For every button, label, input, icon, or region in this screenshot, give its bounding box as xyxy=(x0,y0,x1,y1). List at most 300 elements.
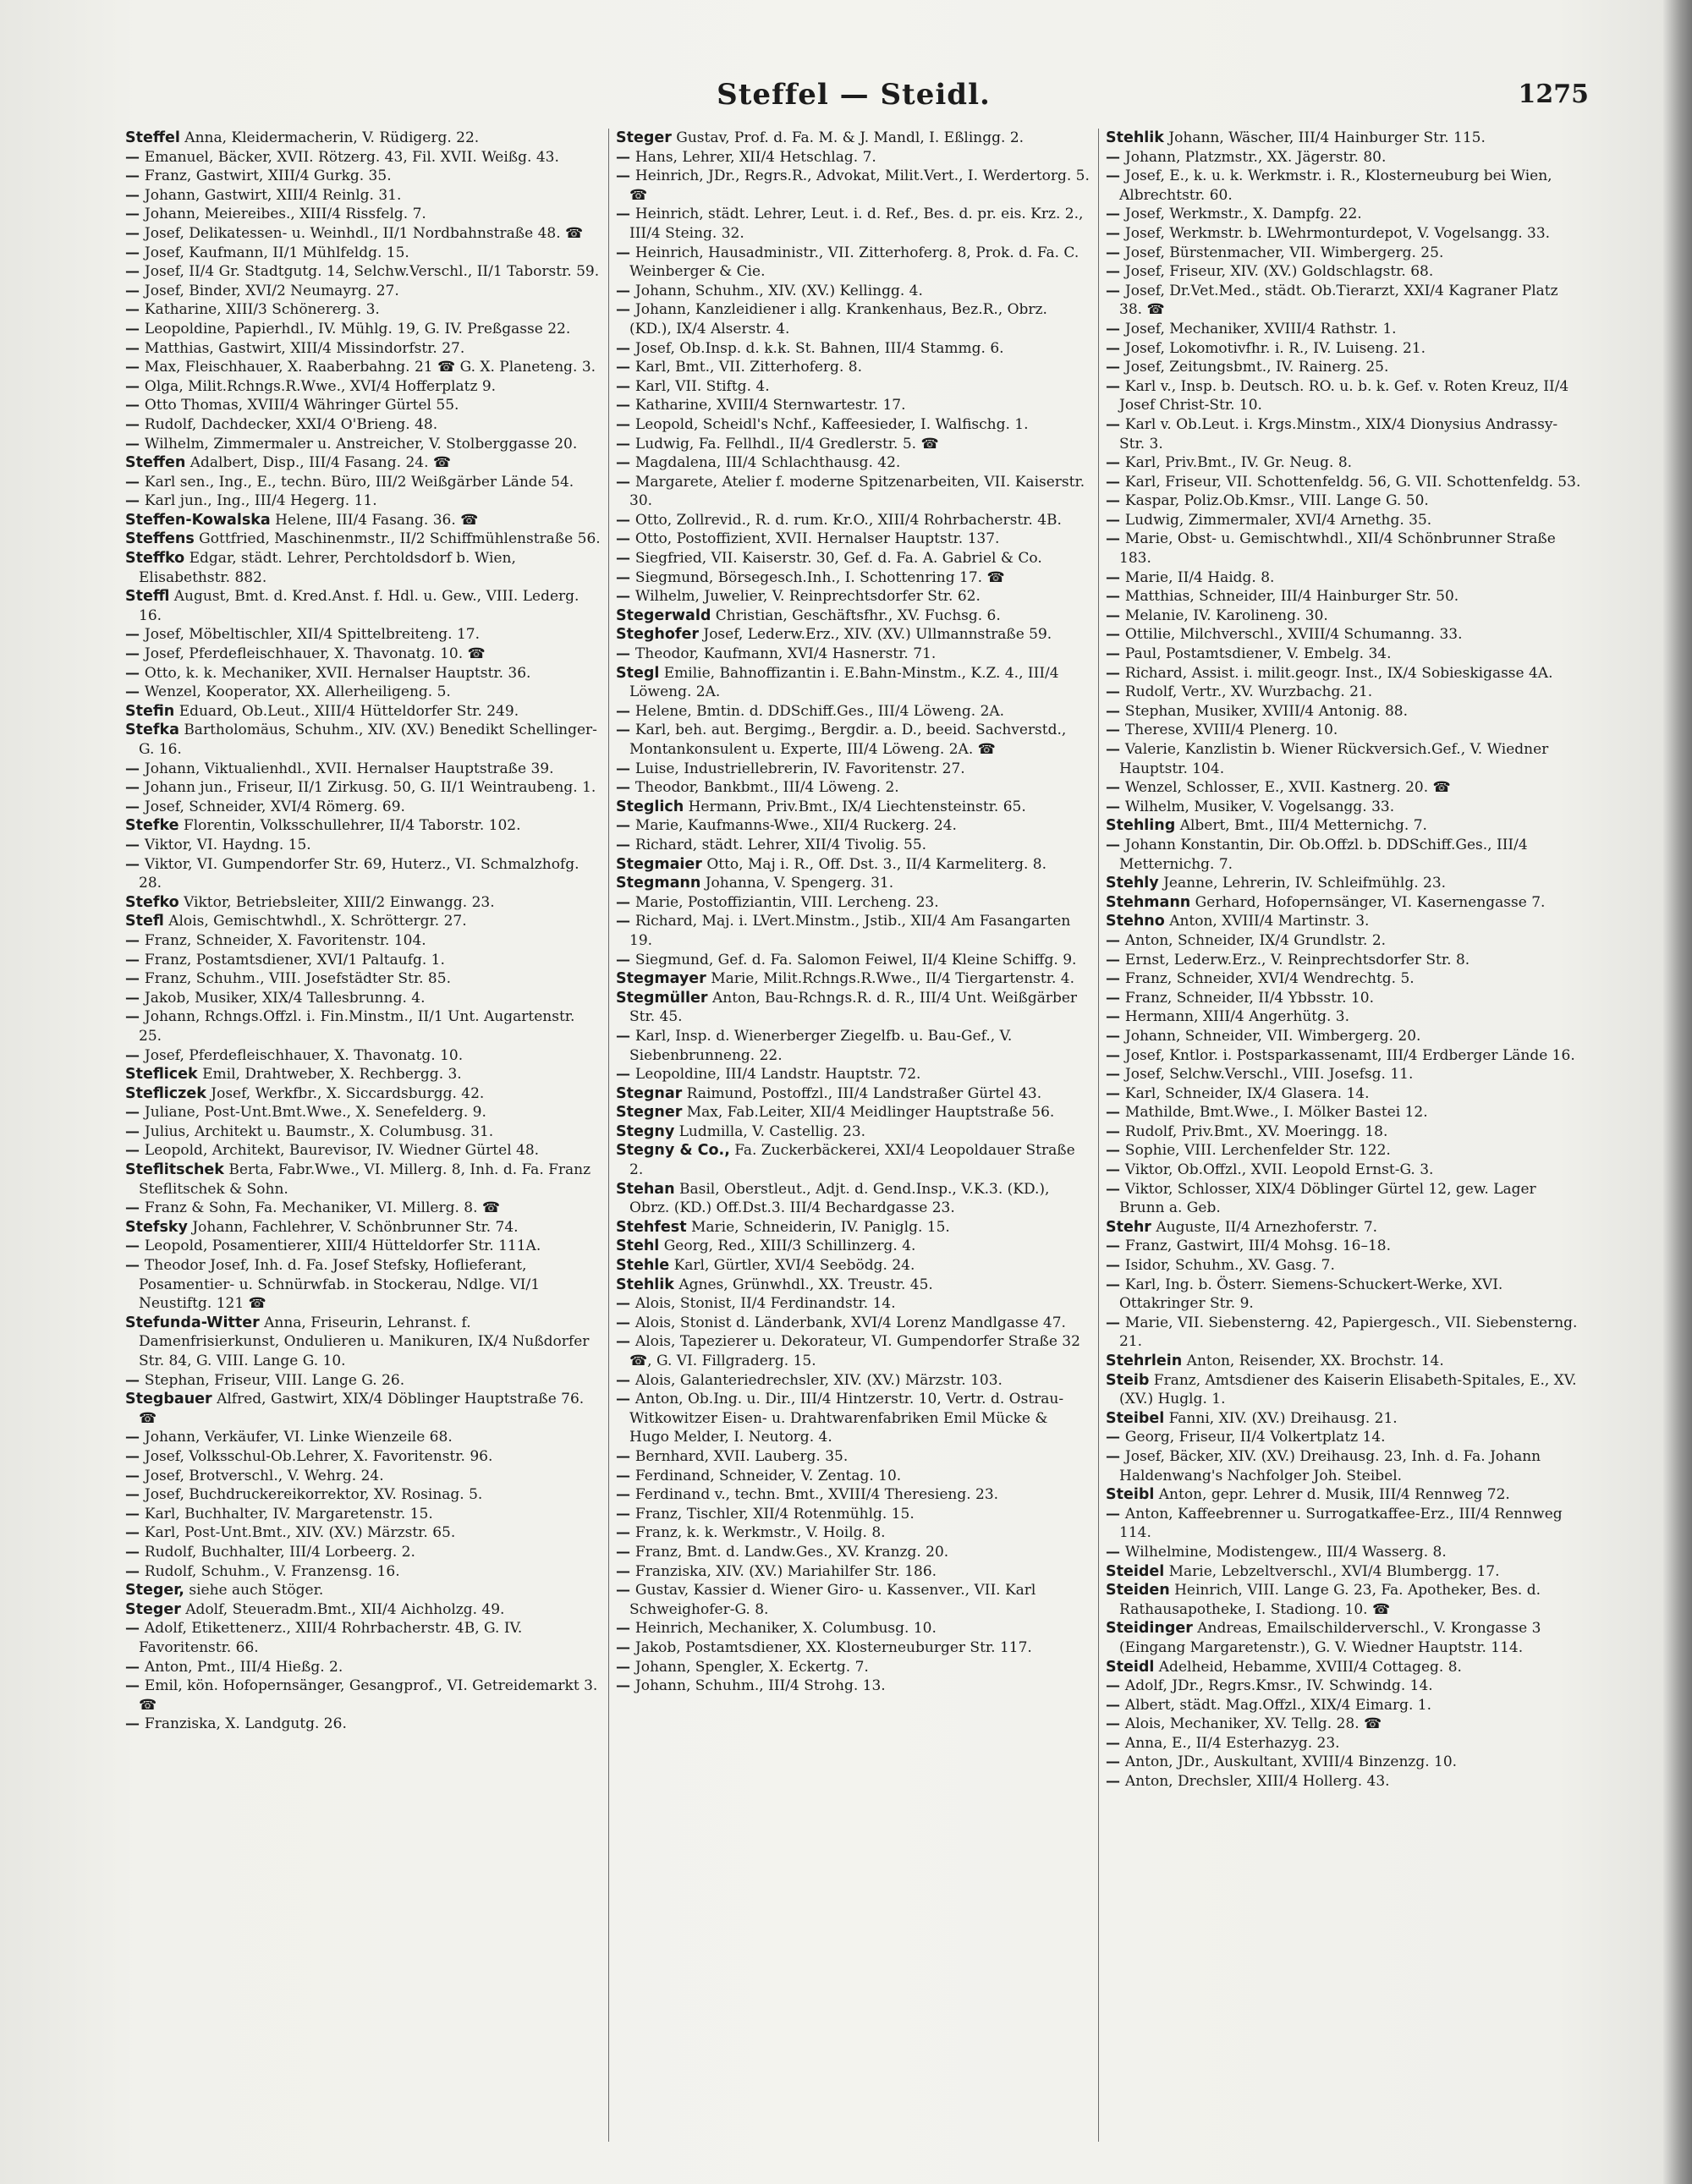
directory-entry xyxy=(616,473,1091,511)
entry-surname: Steger, xyxy=(125,1582,184,1600)
continuation-dash: — xyxy=(125,1257,145,1275)
entry-text: Josef, Delikatessen- u. Weinhdl., II/1 Nordbahnstraße 48. ☎ xyxy=(144,224,584,242)
entry-text: Karl, Gürtler, XVI/4 Seebödg. 24. xyxy=(673,1257,915,1275)
entry-text: Josef, Pferdefleischhauer, X. Thavonatg. 10. xyxy=(144,1046,464,1064)
directory-entry xyxy=(616,893,1091,913)
directory-entry xyxy=(1106,320,1581,339)
continuation-dash: — xyxy=(125,1447,145,1465)
entry-text: Franz, Tischler, XII/4 Rotenmühlg. 15. xyxy=(634,1505,915,1523)
entry-text: Jakob, Musiker, XIX/4 Tallesbrunng. 4. xyxy=(144,989,426,1007)
entry-text: Raimund, Postoffzl., III/4 Landstraßer Gürtel 43. xyxy=(686,1084,1042,1102)
entry-text: Johann Konstantin, Dir. Ob.Offzl. b. DDSchiff.Ges., III/4 Metternichg. 7. xyxy=(1119,836,1528,873)
entry-text: Johann, Schneider, VII. Wimbergerg. 20. xyxy=(1124,1027,1421,1045)
continuation-dash: — xyxy=(1106,664,1125,682)
directory-entry xyxy=(125,1485,602,1505)
continuation-dash: — xyxy=(125,798,145,815)
directory-entry xyxy=(1106,1543,1581,1562)
entry-text: Leopold, Scheidl's Nchf., Kaffeesieder, I. Walfischg. 1. xyxy=(634,415,1029,433)
entry-surname: Stefka xyxy=(125,722,179,739)
entry-text: Julius, Architekt u. Baumstr., X. Columbusg. 31. xyxy=(144,1122,494,1140)
entry-text: Rudolf, Buchhalter, III/4 Lorbeerg. 2. xyxy=(144,1543,415,1561)
directory-entry xyxy=(616,1065,1091,1084)
directory-entry xyxy=(1106,969,1581,989)
entry-text: August, Bmt. d. Kred.Anst. f. Hdl. u. Gew., VIII. Lederg. 16. xyxy=(139,588,580,624)
directory-entry xyxy=(125,1428,602,1447)
directory-entry xyxy=(1106,1619,1581,1657)
continuation-dash: — xyxy=(616,377,635,395)
directory-entry xyxy=(616,1467,1091,1486)
directory-entry xyxy=(616,702,1091,722)
entry-text: Richard, Maj. i. LVert.Minstm., Jstib., XII/4 Am Fasangarten 19. xyxy=(629,913,1071,949)
column-left xyxy=(118,129,608,2142)
entry-text: Viktor, Betriebsleiter, XIII/2 Einwangg. 23. xyxy=(184,893,495,911)
directory-entry xyxy=(616,1084,1091,1104)
entry-text: Anton, Bau-Rchngs.R. d. R., III/4 Unt. Weißgärber Str. 45. xyxy=(629,989,1078,1026)
directory-entry xyxy=(616,1505,1091,1524)
continuation-dash: — xyxy=(125,244,145,261)
directory-entry xyxy=(616,568,1091,588)
directory-entry xyxy=(1106,1485,1581,1505)
directory-entry xyxy=(1106,1065,1581,1084)
entry-text: Heinrich, Hausadministr., VII. Zitterhoferg. 8, Prok. d. Fa. C. Weinberger & Cie. xyxy=(629,244,1079,281)
entry-text: Josef, Ob.Insp. d. k.k. St. Bahnen, III/4 Stammg. 6. xyxy=(634,339,1004,357)
page-edge-shadow xyxy=(1663,0,1692,2184)
continuation-dash: — xyxy=(1106,741,1125,758)
continuation-dash: — xyxy=(616,588,635,606)
continuation-dash: — xyxy=(616,893,635,911)
continuation-dash: — xyxy=(125,664,145,682)
continuation-dash: — xyxy=(125,1371,145,1389)
directory-entry xyxy=(616,1562,1091,1582)
entry-surname: Steffko xyxy=(125,550,185,568)
entry-text: Jeanne, Lehrerin, IV. Schleifmühlg. 23. xyxy=(1163,875,1447,892)
entry-text: Richard, Assist. i. milit.geogr. Inst., IX/4 Sobieskigasse 4A. xyxy=(1124,664,1553,682)
page-header xyxy=(118,78,1589,125)
continuation-dash: — xyxy=(125,1467,145,1484)
directory-entry xyxy=(616,1294,1091,1314)
entry-text: Franz, Schneider, X. Favoritenstr. 104. xyxy=(144,931,426,949)
entry-text: Melanie, IV. Karolineng. 30. xyxy=(1124,606,1328,624)
entry-surname: Stehan xyxy=(616,1180,675,1198)
entry-text: Theodor, Kaufmann, XVI/4 Hasnerstr. 71. xyxy=(634,645,937,663)
entry-text: Viktor, Schlosser, XIX/4 Döblinger Gürtel 12, gew. Lager Brunn a. Geb. xyxy=(1119,1180,1536,1217)
directory-entry xyxy=(1106,1046,1581,1066)
directory-entry xyxy=(125,300,602,320)
continuation-dash: — xyxy=(1106,1715,1125,1733)
entry-surname: Steidl xyxy=(1106,1658,1155,1676)
entry-surname: Steffel xyxy=(125,129,180,146)
directory-entry xyxy=(1106,473,1581,492)
directory-entry xyxy=(125,1046,602,1066)
entry-text: Anton, Schneider, IX/4 Grundlstr. 2. xyxy=(1124,931,1387,949)
directory-entry xyxy=(1106,1027,1581,1046)
entry-text: Bartholomäus, Schuhm., XIV. (XV.) Benedikt Schellinger-G. 16. xyxy=(139,722,597,758)
entry-text: Siegmund, Börsegesch.Inh., I. Schottenring 17. ☎ xyxy=(634,568,1005,586)
continuation-dash: — xyxy=(1106,1429,1125,1446)
directory-entry xyxy=(125,1256,602,1314)
directory-entry xyxy=(616,1027,1091,1065)
directory-entry xyxy=(1106,1276,1581,1314)
continuation-dash: — xyxy=(1106,511,1125,529)
entry-surname: Stegbauer xyxy=(125,1391,212,1408)
entry-text: Gustav, Kassier d. Wiener Giro- u. Kassenver., VII. Karl Schweighofer-G. 8. xyxy=(629,1582,1036,1618)
continuation-dash: — xyxy=(125,1486,145,1504)
entry-text: Wenzel, Kooperator, XX. Allerheiligeng. 5. xyxy=(144,683,451,701)
directory-entry xyxy=(1106,951,1581,970)
entry-text: Otto Thomas, XVIII/4 Währinger Gürtel 55. xyxy=(144,397,459,414)
continuation-dash: — xyxy=(616,1066,635,1084)
entry-text: Anton, gepr. Lehrer d. Musik, III/4 Rennweg 72. xyxy=(1158,1486,1510,1504)
entry-text: Franz & Sohn, Fa. Mechaniker, VI. Millerg. 8. ☎ xyxy=(144,1199,501,1217)
entry-text: Marie, II/4 Haidg. 8. xyxy=(1124,568,1275,586)
directory-entry xyxy=(125,491,602,511)
continuation-dash: — xyxy=(1106,1543,1125,1561)
continuation-dash: — xyxy=(616,1638,635,1656)
entry-surname: Stefunda-Witter xyxy=(125,1314,260,1331)
directory-entry xyxy=(1106,912,1581,931)
entry-text: Heinrich, Mechaniker, X. Columbusg. 10. xyxy=(634,1620,937,1638)
entry-text: Sophie, VIII. Lerchenfelder Str. 122. xyxy=(1124,1142,1391,1160)
entry-text: Gottfried, Maschinenmstr., II/2 Schiffmühlenstraße 56. xyxy=(199,530,601,548)
directory-entry xyxy=(1106,358,1581,377)
continuation-dash: — xyxy=(616,1677,635,1695)
directory-entry xyxy=(125,702,602,722)
directory-entry xyxy=(1106,1696,1581,1715)
entry-text: Adolf, JDr., Regrs.Kmsr., IV. Schwindg. 14. xyxy=(1124,1677,1433,1695)
directory-entry xyxy=(125,549,602,587)
entry-text: Marie, Schneiderin, IV. Paniglg. 15. xyxy=(690,1218,950,1236)
entry-surname: Stehrlein xyxy=(1106,1353,1183,1369)
continuation-dash: — xyxy=(125,1199,145,1217)
continuation-dash: — xyxy=(1106,1027,1125,1045)
continuation-dash: — xyxy=(1106,377,1125,395)
entry-text: Josef, Binder, XVI/2 Neumayrg. 27. xyxy=(144,282,399,299)
continuation-dash: — xyxy=(125,1715,145,1733)
entry-text: Karl, Friseur, VII. Schottenfeldg. 56, G. VII. Schottenfeldg. 53. xyxy=(1124,473,1581,491)
directory-entry xyxy=(616,836,1091,855)
entry-text: Marie, Lebzeltverschl., XVI/4 Blumbergg. 17. xyxy=(1168,1562,1500,1580)
continuation-dash: — xyxy=(616,1391,635,1408)
continuation-dash: — xyxy=(125,301,145,319)
continuation-dash: — xyxy=(1106,224,1125,242)
entry-surname: Stegny xyxy=(616,1122,675,1140)
entry-text: Karl v., Insp. b. Deutsch. RO. u. b. k. Gef. v. Roten Kreuz, II/4 Josef Christ-Str. 10. xyxy=(1119,377,1569,414)
continuation-dash: — xyxy=(1106,1734,1125,1752)
entry-text: Stephan, Friseur, VIII. Lange G. 26. xyxy=(144,1371,405,1389)
entry-text: Basil, Oberstleut., Adjt. d. Gend.Insp., V.K.3. (KD.), Obrz. (KD.) Off.Dst.3. III/4 Bechardgasse 23. xyxy=(629,1180,1050,1217)
directory-entry xyxy=(125,912,602,931)
directory-entry xyxy=(125,1218,602,1237)
entry-text: Karl, Buchhalter, IV. Margaretenstr. 15. xyxy=(144,1505,433,1523)
directory-entry xyxy=(125,1237,602,1256)
directory-entry xyxy=(616,1543,1091,1562)
directory-entry xyxy=(125,931,602,951)
entry-text: Siegfried, VII. Kaiserstr. 30, Gef. d. Fa. A. Gabriel & Co. xyxy=(634,550,1042,568)
directory-entry xyxy=(125,1371,602,1391)
continuation-dash: — xyxy=(1106,148,1125,166)
directory-entry xyxy=(125,1447,602,1467)
entry-text: Franziska, X. Landgutg. 26. xyxy=(144,1715,347,1733)
directory-entry xyxy=(1106,282,1581,320)
directory-entry xyxy=(616,1619,1091,1638)
entry-surname: Stefko xyxy=(125,893,179,911)
directory-entry xyxy=(616,1103,1091,1122)
continuation-dash: — xyxy=(125,206,145,223)
entry-text: Franz, Amtsdiener des Kaiserin Elisabeth-Spitales, E., XV. (XV.) Huglg. 1. xyxy=(1119,1371,1577,1408)
entry-text: Anton, Kaffeebrenner u. Surrogatkaffee-Erz., III/4 Rennweg 114. xyxy=(1119,1505,1563,1542)
continuation-dash: — xyxy=(125,683,145,701)
continuation-dash: — xyxy=(125,1658,145,1676)
continuation-dash: — xyxy=(125,989,145,1007)
continuation-dash: — xyxy=(1106,1696,1125,1714)
continuation-dash: — xyxy=(616,1620,635,1638)
continuation-dash: — xyxy=(1106,1276,1125,1293)
entry-text: Leopoldine, Papierhdl., IV. Mühlg. 19, G. IV. Preßgasse 22. xyxy=(144,320,571,337)
continuation-dash: — xyxy=(616,415,635,433)
continuation-dash: — xyxy=(125,970,145,988)
directory-entry xyxy=(1106,491,1581,511)
directory-entry xyxy=(1106,1256,1581,1276)
directory-entry xyxy=(1106,224,1581,244)
continuation-dash: — xyxy=(1106,970,1125,988)
directory-entry xyxy=(616,760,1091,779)
entry-text: Alois, Stonist d. Länderbank, XVI/4 Lorenz Mandlgasse 47. xyxy=(634,1314,1066,1331)
entry-text: Anton, Reisender, XX. Brochstr. 14. xyxy=(1186,1353,1444,1369)
continuation-dash: — xyxy=(616,913,635,930)
directory-entry xyxy=(125,855,602,893)
continuation-dash: — xyxy=(1106,339,1125,357)
directory-entry xyxy=(1106,625,1581,645)
directory-entry xyxy=(1106,1715,1581,1734)
continuation-dash: — xyxy=(1106,1314,1125,1331)
continuation-dash: — xyxy=(1106,1122,1125,1140)
entry-text: Emil, kön. Hofopernsänger, Gesangprof., VI. Getreidemarkt 3. ☎ xyxy=(139,1677,598,1714)
entry-text: Katharine, XVIII/4 Sternwartestr. 17. xyxy=(634,397,906,414)
directory-entry xyxy=(125,530,602,549)
continuation-dash: — xyxy=(1106,359,1125,376)
directory-entry xyxy=(1106,167,1581,205)
continuation-dash: — xyxy=(616,1371,635,1389)
entry-text: Johann jun., Friseur, II/1 Zirkusg. 50, G. II/1 Weintraubeng. 1. xyxy=(144,779,596,797)
entry-text: siehe auch Stöger. xyxy=(189,1582,324,1600)
directory-entry xyxy=(125,1581,602,1600)
continuation-dash: — xyxy=(616,817,635,835)
directory-entry xyxy=(1106,721,1581,740)
continuation-dash: — xyxy=(616,206,635,223)
directory-entry xyxy=(125,1161,602,1199)
entry-text: Ferdinand, Schneider, V. Zentag. 10. xyxy=(634,1467,902,1484)
entry-text: Josef, Volksschul-Ob.Lehrer, X. Favoritenstr. 96. xyxy=(144,1447,493,1465)
entry-text: Fa. Zuckerbäckerei, XXI/4 Leopoldauer Straße 2. xyxy=(629,1142,1075,1179)
directory-entry xyxy=(125,969,602,989)
continuation-dash: — xyxy=(1106,1066,1125,1084)
entry-surname: Stehl xyxy=(616,1237,660,1255)
continuation-dash: — xyxy=(616,148,635,166)
entry-text: Johann, Schuhm., III/4 Strohg. 13. xyxy=(634,1677,886,1695)
continuation-dash: — xyxy=(616,836,635,853)
continuation-dash: — xyxy=(125,377,145,395)
entry-text: Emilie, Bahnoffizantin i. E.Bahn-Minstm., K.Z. 4., III/4 Löweng. 2A. xyxy=(629,664,1059,701)
directory-entry xyxy=(616,1371,1091,1391)
directory-entry xyxy=(125,1562,602,1582)
entry-text: Anton, JDr., Auskultant, XVIII/4 Binzenzg. 10. xyxy=(1124,1753,1458,1771)
directory-entry xyxy=(616,912,1091,950)
directory-entry xyxy=(616,625,1091,645)
entry-text: Richard, städt. Lehrer, XII/4 Tivolig. 55. xyxy=(634,836,927,853)
continuation-dash: — xyxy=(1106,722,1125,739)
entry-text: Alois, Tapezierer u. Dekorateur, VI. Gumpendorfer Straße 32 ☎, G. VI. Fillgraderg. 15. xyxy=(629,1333,1080,1369)
directory-entry xyxy=(616,1676,1091,1696)
entry-text: Josef, II/4 Gr. Stadtgutg. 14, Selchw.Verschl., II/1 Taborstr. 59. xyxy=(144,263,600,281)
directory-entry xyxy=(616,855,1091,875)
entry-text: Adolf, Steueradm.Bmt., XII/4 Aichholzg. 49. xyxy=(185,1600,505,1618)
directory-entry xyxy=(1106,1084,1581,1104)
entry-text: Josef, Werkfbr., X. Siccardsburgg. 42. xyxy=(211,1084,485,1102)
directory-entry xyxy=(1106,262,1581,282)
entry-text: Josef, Kaufmann, II/1 Mühlfeldg. 15. xyxy=(144,244,409,261)
directory-entry xyxy=(616,339,1091,359)
directory-entry xyxy=(1106,568,1581,588)
entry-text: Anna, Friseurin, Lehranst. f. Damenfrisierkunst, Ondulieren u. Manikuren, IX/4 Nußdorfer Str. 84, G. VIII. Lange G. 10. xyxy=(139,1314,590,1369)
entry-text: Stephan, Musiker, XVIII/4 Antonig. 88. xyxy=(1124,702,1409,720)
directory-entry xyxy=(616,606,1091,626)
directory-entry xyxy=(1106,129,1581,148)
entry-text: Otto, Postoffizient, XVII. Hernalser Hauptstr. 137. xyxy=(634,530,1000,548)
entry-text: Eduard, Ob.Leut., XIII/4 Hütteldorfer Str. 249. xyxy=(179,702,519,720)
entry-text: Josef, Bäcker, XIV. (XV.) Dreihausg. 23, Inh. d. Fa. Johann Haldenwang's Nachfolger Joh. Steibel. xyxy=(1119,1447,1541,1484)
continuation-dash: — xyxy=(125,1562,145,1580)
directory-entry xyxy=(1106,1734,1581,1753)
directory-entry xyxy=(125,282,602,301)
entry-surname: Stefliczek xyxy=(125,1084,206,1102)
continuation-dash: — xyxy=(616,550,635,568)
continuation-dash: — xyxy=(616,1543,635,1561)
continuation-dash: — xyxy=(616,1333,635,1351)
entry-surname: Stehlik xyxy=(1106,129,1164,146)
directory-entry xyxy=(125,262,602,282)
entry-text: Johann, Kanzleidiener i allg. Krankenhaus, Bez.R., Obrz. (KD.), IX/4 Alserstr. 4. xyxy=(629,301,1047,337)
directory-entry xyxy=(125,798,602,817)
entry-text: Leopoldine, III/4 Landstr. Hauptstr. 72. xyxy=(634,1066,921,1084)
continuation-dash: — xyxy=(1106,588,1125,606)
directory-entry xyxy=(125,129,602,148)
entry-text: Andreas, Emailschilderverschl., V. Krongasse 3 (Eingang Margaretenstr.), G. V. Wiedner Hauptstr. 114. xyxy=(1119,1620,1541,1656)
entry-text: Josef, Mechaniker, XVIII/4 Rathstr. 1. xyxy=(1124,320,1397,337)
entry-text: Gerhard, Hofopernsänger, VI. Kasernengasse 7. xyxy=(1195,893,1546,911)
directory-entry xyxy=(125,989,602,1008)
directory-entry xyxy=(1106,1161,1581,1180)
entry-surname: Stefke xyxy=(125,817,179,835)
entry-text: Josef, E., k. u. k. Werkmstr. i. R., Klosterneuburg bei Wien, Albrechtstr. 60. xyxy=(1119,167,1552,204)
continuation-dash: — xyxy=(616,722,635,739)
directory-entry xyxy=(1106,453,1581,473)
entry-text: Alfred, Gastwirt, XIX/4 Döblinger Hauptstraße 76. ☎ xyxy=(139,1391,585,1427)
entry-text: Karl, Priv.Bmt., IV. Gr. Neug. 8. xyxy=(1124,454,1353,472)
directory-entry xyxy=(125,1505,602,1524)
entry-text: Marie, Kaufmanns-Wwe., XII/4 Ruckerg. 24. xyxy=(634,817,957,835)
directory-entry xyxy=(125,1103,602,1122)
directory-entry xyxy=(616,435,1091,454)
entry-text: Josef, Brotverschl., V. Wehrg. 24. xyxy=(144,1467,384,1484)
directory-entry xyxy=(125,1007,602,1045)
entry-text: Josef, Pferdefleischhauer, X. Thavonatg. 10. ☎ xyxy=(144,645,486,663)
entry-text: Anton, Pmt., III/4 Hießg. 2. xyxy=(144,1658,343,1676)
continuation-dash: — xyxy=(1106,798,1125,815)
entry-text: Matthias, Schneider, III/4 Hainburger Str. 50. xyxy=(1124,588,1459,606)
entry-surname: Steflicek xyxy=(125,1066,198,1084)
entry-surname: Steffen xyxy=(125,454,186,472)
directory-entry xyxy=(616,300,1091,338)
entry-surname: Steiden xyxy=(1106,1582,1170,1600)
continuation-dash: — xyxy=(1106,1773,1125,1791)
entry-text: Karl, Insp. d. Wienerberger Ziegelfb. u. Bau-Gef., V. Siebenbrunneng. 22. xyxy=(629,1027,1013,1064)
continuation-dash: — xyxy=(1106,1046,1125,1064)
continuation-dash: — xyxy=(125,263,145,281)
entry-surname: Stegnar xyxy=(616,1084,683,1102)
continuation-dash: — xyxy=(616,1658,635,1676)
continuation-dash: — xyxy=(125,1677,145,1695)
entry-text: Rudolf, Dachdecker, XXI/4 O'Brieng. 48. xyxy=(144,415,438,433)
entry-text: Marie, Obst- u. Gemischtwhdl., XII/4 Schönbrunner Straße 183. xyxy=(1119,530,1556,568)
directory-entry xyxy=(125,1122,602,1142)
directory-entry xyxy=(125,320,602,339)
continuation-dash: — xyxy=(616,760,635,777)
continuation-dash: — xyxy=(1106,989,1125,1007)
continuation-dash: — xyxy=(616,1562,635,1580)
directory-entry xyxy=(616,587,1091,606)
entry-text: Juliane, Post-Unt.Bmt.Wwe., X. Senefelderg. 9. xyxy=(144,1104,486,1122)
entry-surname: Stegny & Co., xyxy=(616,1142,730,1160)
directory-columns xyxy=(118,129,1589,2142)
entry-surname: Steidinger xyxy=(1106,1620,1193,1638)
directory-entry xyxy=(125,415,602,435)
entry-text: Otto, Zollrevid., R. d. rum. Kr.O., XIII/4 Rohrbacherstr. 4B. xyxy=(634,511,1062,529)
continuation-dash: — xyxy=(1106,1161,1125,1179)
directory-entry xyxy=(1106,893,1581,913)
entry-surname: Stegmaier xyxy=(616,855,702,873)
directory-entry xyxy=(616,549,1091,568)
continuation-dash: — xyxy=(1106,1104,1125,1122)
directory-entry xyxy=(125,1619,602,1657)
entry-text: Johann, Schuhm., XIV. (XV.) Kellingg. 4. xyxy=(634,282,923,299)
entry-text: Mathilde, Bmt.Wwe., I. Mölker Bastei 12. xyxy=(1124,1104,1428,1122)
continuation-dash: — xyxy=(125,779,145,797)
entry-text: Johann, Meiereibes., XIII/4 Rissfelg. 7. xyxy=(144,206,426,223)
directory-entry xyxy=(125,339,602,359)
directory-entry xyxy=(616,1141,1091,1179)
entry-text: Edgar, städt. Lehrer, Perchtoldsdorf b. Wien, Elisabethstr. 882. xyxy=(139,550,516,586)
entry-text: Ottilie, Milchverschl., XVIII/4 Schumanng. 33. xyxy=(1124,626,1463,644)
continuation-dash: — xyxy=(1106,568,1125,586)
directory-entry xyxy=(616,1447,1091,1467)
entry-text: Alois, Stonist, II/4 Ferdinandstr. 14. xyxy=(634,1295,896,1313)
directory-entry xyxy=(125,1065,602,1084)
directory-entry xyxy=(125,1084,602,1104)
continuation-dash: — xyxy=(616,779,635,797)
directory-entry xyxy=(125,664,602,683)
directory-entry xyxy=(616,129,1091,148)
entry-surname: Steghofer xyxy=(616,626,699,644)
entry-surname: Stegmayer xyxy=(616,970,706,988)
directory-entry xyxy=(616,1180,1091,1218)
entry-surname: Stefl xyxy=(125,913,164,930)
directory-entry xyxy=(125,358,602,377)
entry-text: Josef, Schneider, XVI/4 Römerg. 69. xyxy=(144,798,405,815)
entry-text: Leopold, Posamentierer, XIII/4 Hütteldorfer Str. 111A. xyxy=(144,1237,541,1255)
entry-text: Johann, Spengler, X. Eckertg. 7. xyxy=(634,1658,869,1676)
entry-text: Karl, Schneider, IX/4 Glasera. 14. xyxy=(1124,1084,1370,1102)
entry-text: Heinrich, JDr., Regrs.R., Advokat, Milit.Vert., I. Werdertorg. 5. ☎ xyxy=(629,167,1090,204)
